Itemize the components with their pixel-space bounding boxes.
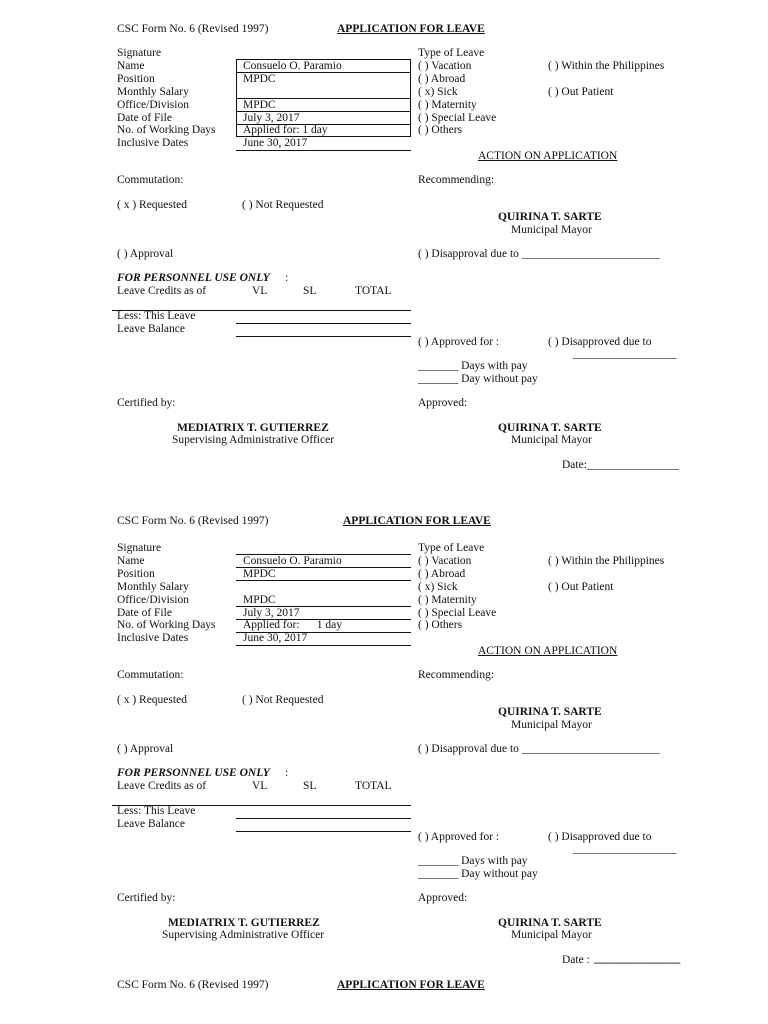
leave-option-vacation[interactable]: ( ) Vacation (418, 555, 472, 567)
sl-header: SL (303, 780, 317, 792)
credits-line (236, 323, 411, 324)
leave-balance-label: Leave Balance (117, 323, 185, 335)
disapproved-reason-line: __________________ (573, 843, 677, 855)
label-name: Name (117, 555, 145, 567)
approved-label: Approved: (418, 397, 468, 409)
approval-option[interactable]: ( ) Approval (117, 248, 174, 260)
value-name: Consuelo O. Paramio (243, 555, 342, 567)
days-with-pay: _______ Days with pay (418, 360, 528, 372)
sl-header: SL (303, 285, 317, 297)
form-title: APPLICATION FOR LEAVE (343, 515, 491, 527)
leave-option-others[interactable]: ( ) Others (418, 124, 463, 136)
leave-option-special[interactable]: ( ) Special Leave (418, 112, 497, 124)
action-on-application-heading: ACTION ON APPLICATION (478, 150, 618, 162)
form-number: CSC Form No. 6 (Revised 1997) (117, 515, 269, 527)
type-of-leave-label: Type of Leave (418, 542, 485, 554)
value-inclusive-dates: June 30, 2017 (243, 632, 308, 644)
certifying-officer-name: MEDIATRIX T. GUTIERREZ (168, 917, 320, 929)
leave-option-maternity[interactable]: ( ) Maternity (418, 99, 477, 111)
recommending-signatory-title: Municipal Mayor (511, 719, 592, 731)
leave-credits-label: Leave Credits as of (117, 780, 207, 792)
less-this-leave-label: Less: This Leave (117, 805, 196, 817)
total-header: TOTAL (355, 780, 392, 792)
label-working-days: No. of Working Days (117, 619, 216, 631)
disapproved-due-option[interactable]: ( ) Disapproved due to (548, 831, 652, 843)
credits-line (236, 818, 411, 819)
leave-form-2 (0, 495, 768, 990)
type-of-leave-label: Type of Leave (418, 47, 485, 59)
value-office: MPDC (243, 99, 276, 111)
vl-header: VL (252, 780, 268, 792)
approving-signatory-title: Municipal Mayor (511, 434, 592, 446)
certified-by-label: Certified by: (117, 397, 176, 409)
label-inclusive-dates: Inclusive Dates (117, 632, 189, 644)
total-header: TOTAL (355, 285, 392, 297)
leave-credits-label: Leave Credits as of (117, 285, 207, 297)
value-office: MPDC (243, 594, 276, 606)
certifying-officer-name: MEDIATRIX T. GUTIERREZ (177, 422, 329, 434)
option-out-patient[interactable]: ( ) Out Patient (548, 581, 614, 593)
value-position: MPDC (243, 568, 276, 580)
form-title: APPLICATION FOR LEAVE (337, 23, 485, 35)
form-title: APPLICATION FOR LEAVE (337, 979, 485, 991)
vl-header: VL (252, 285, 268, 297)
approval-option[interactable]: ( ) Approval (117, 743, 174, 755)
option-out-patient[interactable]: ( ) Out Patient (548, 86, 614, 98)
value-position: MPDC (243, 73, 276, 85)
value-date-of-file: July 3, 2017 (243, 112, 300, 124)
recommending-label: Recommending: (418, 669, 495, 681)
approved-for-option[interactable]: ( ) Approved for : (418, 831, 500, 843)
disapproval-option[interactable]: ( ) Disapproval due to ________________________ (418, 743, 660, 755)
form-number: CSC Form No. 6 (Revised 1997) (117, 979, 269, 991)
approving-signatory-name: QUIRINA T. SARTE (498, 917, 602, 929)
option-within-philippines[interactable]: ( ) Within the Philippines (548, 60, 665, 72)
leave-form-3-header (0, 978, 768, 998)
value-inclusive-dates: June 30, 2017 (243, 137, 308, 149)
not-requested-option[interactable]: ( ) Not Requested (242, 694, 324, 706)
personnel-use-colon: : (285, 272, 289, 284)
leave-option-vacation[interactable]: ( ) Vacation (418, 60, 472, 72)
label-position: Position (117, 73, 155, 85)
personnel-use-heading: FOR PERSONNEL USE ONLY (117, 272, 270, 284)
less-this-leave-label: Less: This Leave (117, 310, 196, 322)
approving-signatory-title: Municipal Mayor (511, 929, 592, 941)
value-name: Consuelo O. Paramio (243, 60, 342, 72)
approving-signatory-name: QUIRINA T. SARTE (498, 422, 602, 434)
requested-option[interactable]: ( x ) Requested (117, 694, 187, 706)
credits-line (236, 831, 411, 832)
form-number: CSC Form No. 6 (Revised 1997) (117, 23, 269, 35)
label-office-division: Office/Division (117, 594, 189, 606)
disapproval-option[interactable]: ( ) Disapproval due to ________________________ (418, 248, 660, 260)
action-on-application-heading: ACTION ON APPLICATION (478, 645, 618, 657)
date-field[interactable]: Date:________________ (562, 459, 679, 471)
row-divider (236, 645, 411, 646)
disapproved-reason-line: __________________ (573, 348, 677, 360)
value-working-days: Applied for: 1 day (243, 619, 343, 631)
value-working-days: Applied for: 1 day (243, 124, 328, 136)
day-without-pay: _______ Day without pay (418, 868, 538, 880)
leave-option-others[interactable]: ( ) Others (418, 619, 463, 631)
recommending-signatory-title: Municipal Mayor (511, 224, 592, 236)
recommending-signatory-name: QUIRINA T. SARTE (498, 211, 602, 223)
not-requested-option[interactable]: ( ) Not Requested (242, 199, 324, 211)
label-inclusive-dates: Inclusive Dates (117, 137, 189, 149)
date-field[interactable]: Date : (562, 954, 590, 966)
approved-for-option[interactable]: ( ) Approved for : (418, 336, 500, 348)
label-signature: Signature (117, 47, 162, 59)
commutation-label: Commutation: (117, 669, 184, 681)
personnel-use-heading: FOR PERSONNEL USE ONLY (117, 767, 270, 779)
label-signature: Signature (117, 542, 162, 554)
option-within-philippines[interactable]: ( ) Within the Philippines (548, 555, 665, 567)
row-divider (236, 150, 411, 151)
label-name: Name (117, 60, 145, 72)
credits-line (236, 336, 411, 337)
leave-option-abroad[interactable]: ( ) Abroad (418, 568, 466, 580)
label-monthly-salary: Monthly Salary (117, 581, 189, 593)
value-date-of-file: July 3, 2017 (243, 607, 300, 619)
certifying-officer-title: Supervising Administrative Officer (162, 929, 325, 941)
label-date-of-file: Date of File (117, 607, 172, 619)
leave-option-abroad[interactable]: ( ) Abroad (418, 73, 466, 85)
label-office-division: Office/Division (117, 99, 189, 111)
commutation-label: Commutation: (117, 174, 184, 186)
leave-balance-label: Leave Balance (117, 818, 185, 830)
personnel-use-colon: : (285, 767, 289, 779)
days-with-pay: _______ Days with pay (418, 855, 528, 867)
leave-form-1 (0, 0, 768, 495)
leave-option-special[interactable]: ( ) Special Leave (418, 607, 497, 619)
day-without-pay: _______ Day without pay (418, 373, 538, 385)
approved-label: Approved: (418, 892, 468, 904)
leave-option-maternity[interactable]: ( ) Maternity (418, 594, 477, 606)
leave-option-sick[interactable]: ( x) Sick (418, 581, 458, 593)
recommending-label: Recommending: (418, 174, 495, 186)
requested-option[interactable]: ( x ) Requested (117, 199, 187, 211)
certified-by-label: Certified by: (117, 892, 176, 904)
recommending-signatory-name: QUIRINA T. SARTE (498, 706, 602, 718)
certifying-officer-title: Supervising Administrative Officer (172, 434, 335, 446)
label-position: Position (117, 568, 155, 580)
disapproved-due-option[interactable]: ( ) Disapproved due to (548, 336, 652, 348)
label-date-of-file: Date of File (117, 112, 172, 124)
leave-option-sick[interactable]: ( x) Sick (418, 86, 458, 98)
label-monthly-salary: Monthly Salary (117, 86, 189, 98)
date-line: _______________ (594, 953, 681, 965)
label-working-days: No. of Working Days (117, 124, 216, 136)
